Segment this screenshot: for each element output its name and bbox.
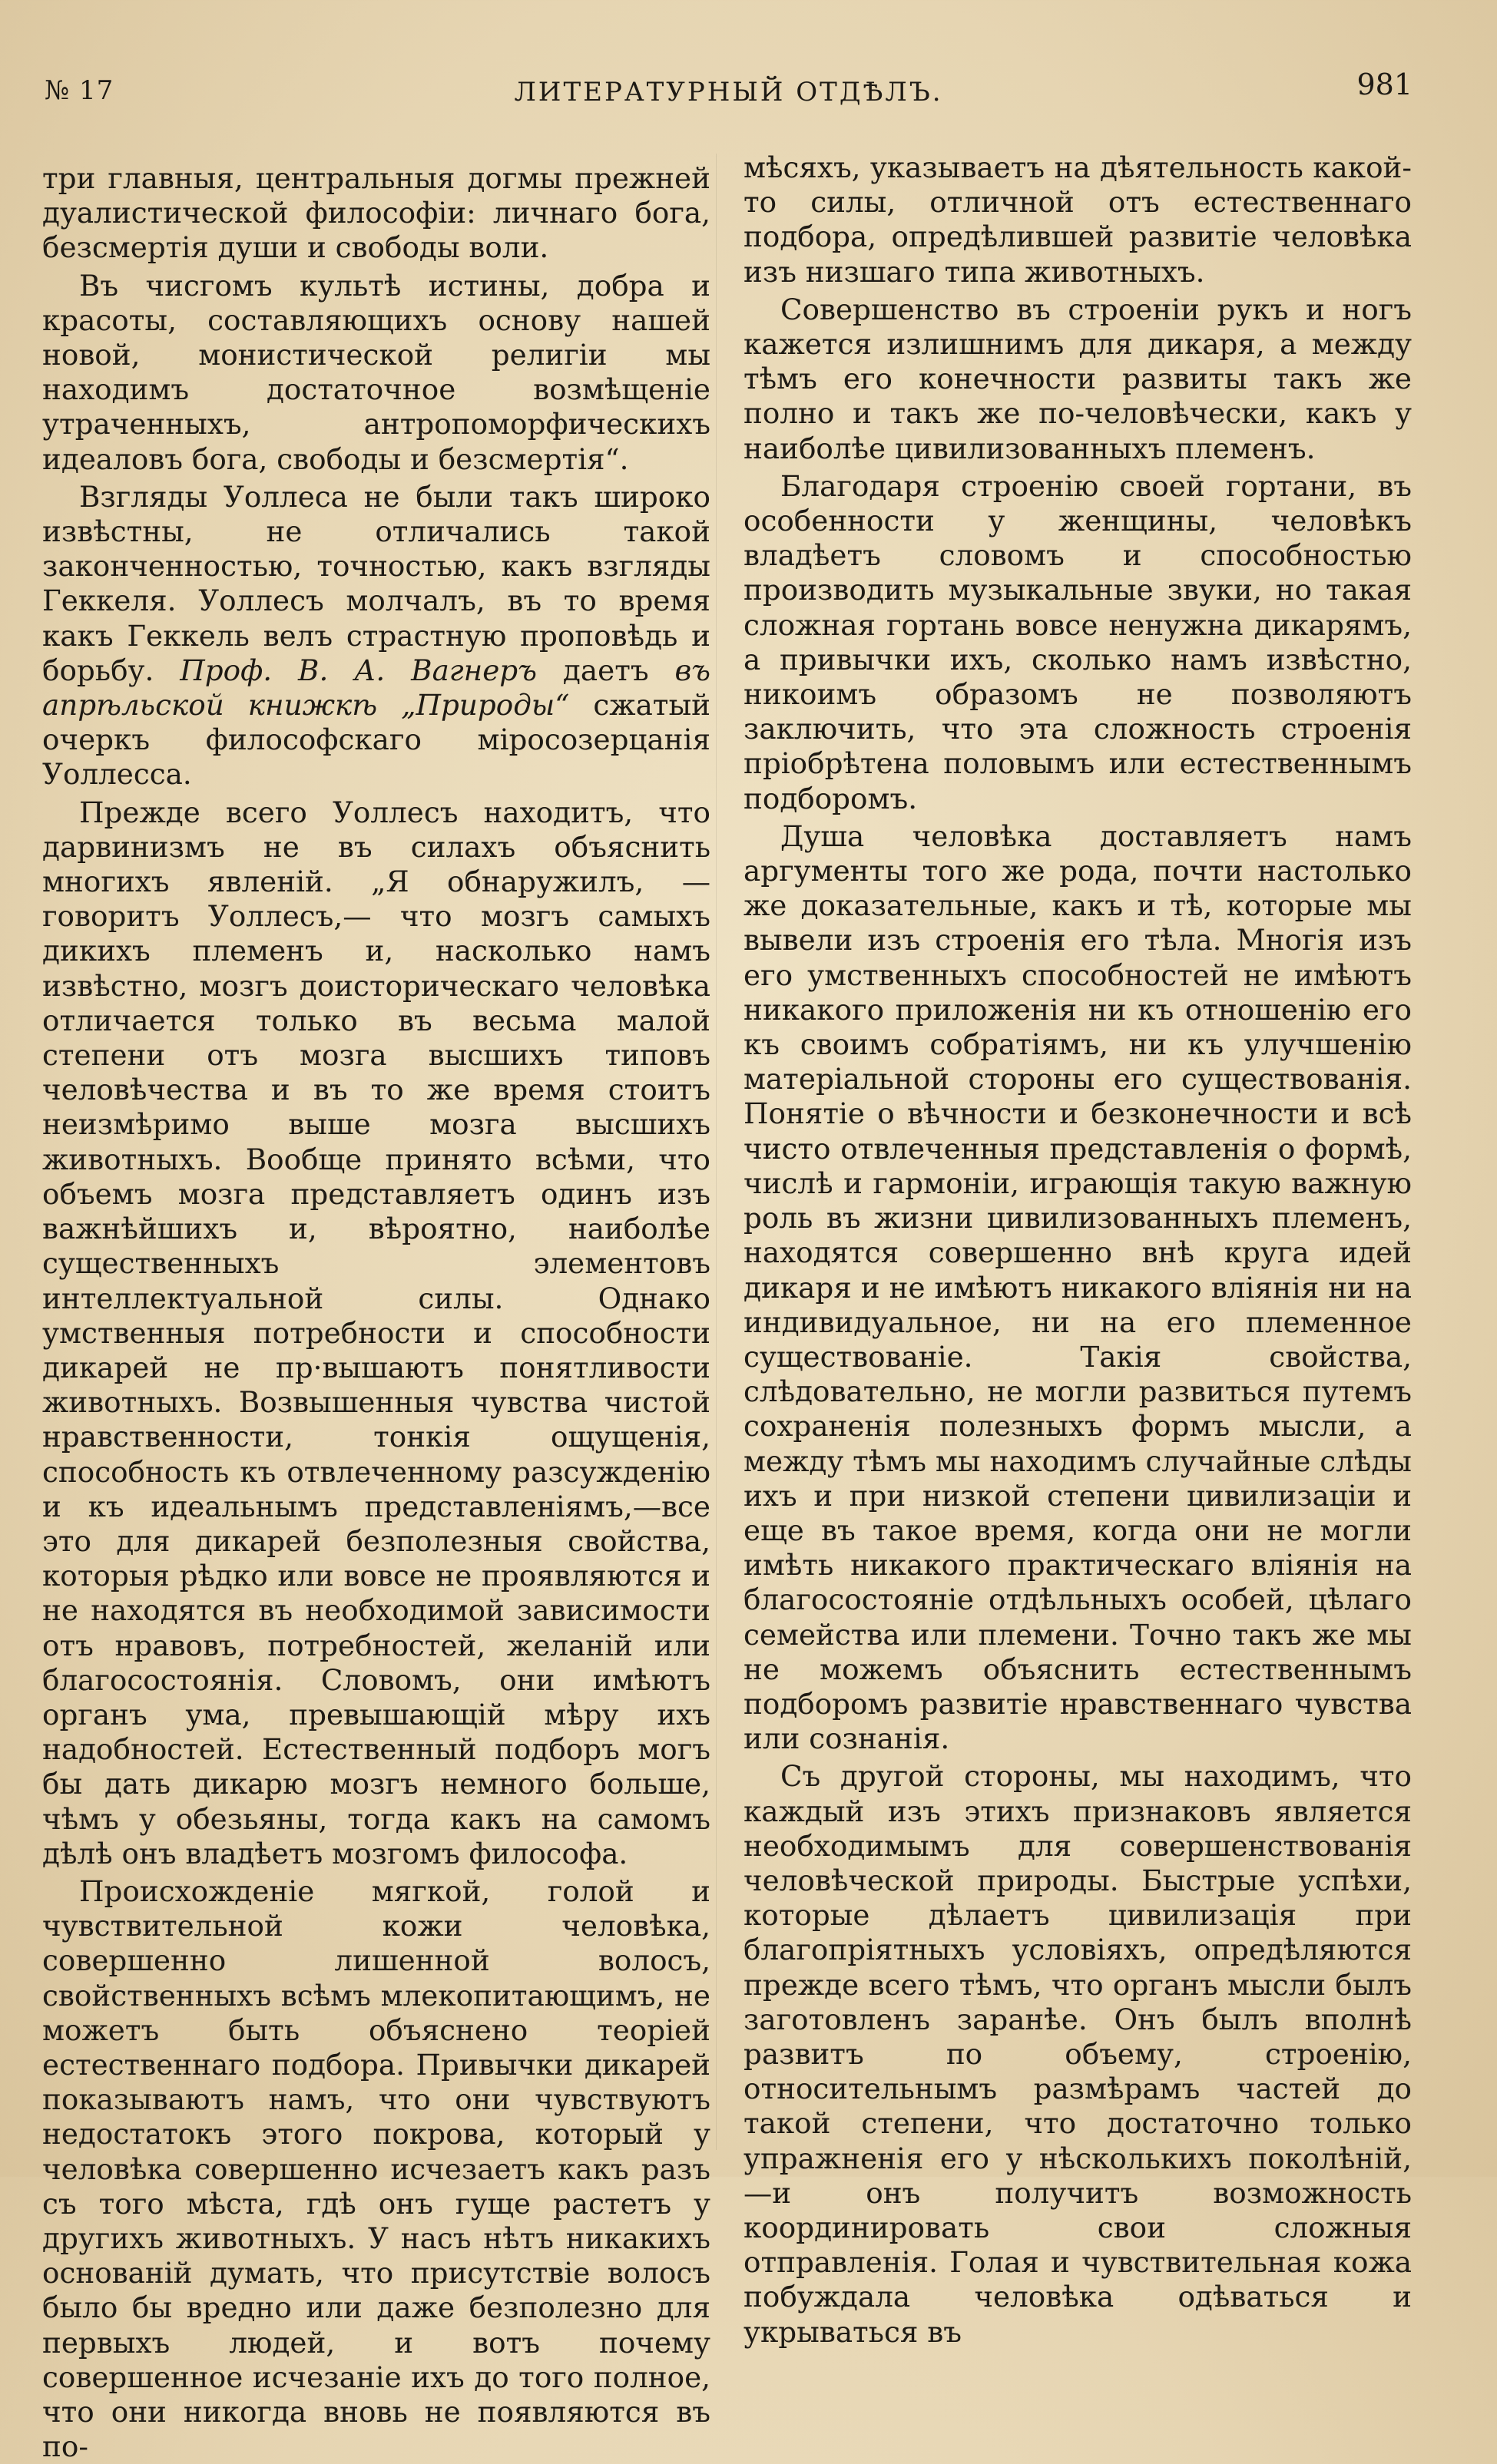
paragraph: Душа человѣка доставляетъ намъ аргументы того же рода, почти настолько же доказательные, какъ и тѣ, которые мы вывели изъ строенія его тѣла. Многія изъ его умственныхъ способностей не имѣютъ никакого приложенія ни къ отношенію его къ своимъ собратіямъ, ни къ улучшенію матеріальной стороны его существованія. Понятіе о вѣчности и безконечности и всѣ чисто отвлеченныя представленія о формѣ, числѣ и гармоніи, играющія такую важную роль въ жизни цивилизованныхъ племенъ, находятся совершенно внѣ круга идей дикаря и не имѣютъ никакого вліянія ни на индивидуальное, ни на его племенное существованіе. Такія свойства, слѣдовательно, не могли развиться путемъ сохраненія полезныхъ формъ мысли, а между тѣмъ мы находимъ случайные слѣды ихъ и при низкой степени цивилизаціи и еще въ такое время, когда они не могли имѣть никакого практическаго вліянія на благосостояніе отдѣльныхъ особей, цѣлаго семейства или племени. Точно такъ же мы не можемъ объяснить естественнымъ подборомъ развитіе нравственнаго чувства или сознанія. bbox=[744, 819, 1412, 1756]
paragraph: Происхожденіе мягкой, голой и чувствительной кожи человѣка, совершенно лишенной волосъ, свойственныхъ всѣмъ млекопитающимъ, не можетъ быть объяснено теоріей естественнаго подбора. Привычки дикарей показываютъ намъ, что они чувствуютъ недостатокъ этого покрова, который у человѣка совершенно исчезаетъ какъ разъ съ того мѣста, гдѣ онъ гуще растетъ у другихъ животныхъ. У насъ нѣтъ никакихъ основаній думать, что присутствіе волосъ было бы вредно или даже безполезно для первыхъ людей, и вотъ почему совершенное исчезаніе ихъ до того полное, что они никогда вновь не появляются въ по- bbox=[42, 1874, 710, 2464]
paragraph: Благодаря строенію своей гортани, въ особенности у женщины, человѣкъ владѣетъ словомъ и способностью производить музыкальные звуки, но такая сложная гортань вовсе ненужна дикарямъ, а привычки ихъ, сколько намъ извѣстно, никоимъ образомъ не позволяютъ заключить, что эта сложность строенія пріобрѣтена половымъ или естественнымъ подборомъ. bbox=[744, 468, 1412, 815]
column-divider bbox=[716, 154, 717, 2150]
paragraph bbox=[42, 480, 710, 792]
left-column bbox=[42, 161, 711, 2464]
page-number: 981 bbox=[1356, 68, 1413, 101]
paragraph-text: Взгляды Уоллеса не были такъ широко извѣстны, не отличались такой законченностью, точностью, какъ взгляды Геккеля. Уоллесъ молчалъ, въ то время какъ Геккель велъ страстную проповѣдь и борьбу. bbox=[42, 479, 710, 687]
journal-reference: въ апрѣльской книжкѣ „Природы“ bbox=[42, 653, 711, 723]
paragraph: Прежде всего Уоллесъ находитъ, что дарвинизмъ не въ силахъ объяснить многихъ явленій. „Я обнаружилъ, —говоритъ Уоллесъ,— что мозгъ самыхъ дикихъ племенъ и, насколько намъ извѣстно, мозгъ доисторическаго человѣка отличается только въ весьма малой степени отъ мозга высшихъ типовъ человѣчества и въ то же время стоитъ неизмѣримо выше мозга высшихъ животныхъ. Вообще принято всѣми, что объемъ мозга представляетъ одинъ изъ важнѣйшихъ и, вѣроятно, наиболѣе существенныхъ элементовъ интеллектуальной силы. Однако умственныя потребности и способности дикарей не пр·вышаютъ понятливости животныхъ. Возвышенныя чувства чистой нравственности, тонкія ощущенія, способность къ отвлеченному разсужденію и къ идеальнымъ представленіямъ,—все это для дикарей безполезныя свойства, которыя рѣдко или вовсе не проявляются и не находятся въ необходимой зависимости отъ нравовъ, потребностей, желаній или благосостоянія. Словомъ, они имѣютъ органъ ума, превышающій мѣру ихъ надобностей. Естественный подборъ могъ бы дать дикарю мозгъ немного больше, чѣмъ у обезьяны, тогда какъ на самомъ дѣлѣ онъ владѣетъ мозгомъ философа. bbox=[42, 795, 710, 1870]
issue-number: № 17 bbox=[45, 75, 114, 106]
right-column bbox=[744, 150, 1412, 2349]
paragraph: Совершенство въ строеніи рукъ и ногъ кажется излишнимъ для дикаря, а между тѣмъ его конечности развиты такъ же полно и такъ же по-человѣчески, какъ у наиболѣе цивилизованныхъ племенъ. bbox=[744, 292, 1412, 465]
author-name: Проф. В. А. Вагнеръ bbox=[180, 653, 538, 687]
page-header bbox=[45, 68, 1413, 114]
section-title: ЛИТЕРАТУРНЫЙ ОТДѢЛЪ. bbox=[514, 77, 943, 107]
paragraph: три главныя, центральныя догмы прежней дуалистической философіи: личнаго бога, безсмертія души и свободы воли. bbox=[42, 161, 710, 265]
paragraph-text: сжатый очеркъ философскаго міросозерцанія Уоллесса. bbox=[42, 688, 710, 792]
paragraph: мѣсяхъ, указываетъ на дѣятельность какой-то силы, отличной отъ естественнаго подбора, опредѣлившей развитіе человѣка изъ низшаго типа животныхъ. bbox=[744, 150, 1412, 289]
paragraph-text: даетъ bbox=[562, 653, 649, 687]
paragraph: Съ другой стороны, мы находимъ, что каждый изъ этихъ признаковъ является необходимымъ для совершенствованія человѣческой природы. Быстрые успѣхи, которые дѣлаетъ цивилизація при благопріятныхъ условіяхъ, опредѣляются прежде всего тѣмъ, что органъ мысли былъ заготовленъ заранѣе. Онъ былъ вполнѣ развитъ по объему, строенію, относительнымъ размѣрамъ частей до такой степени, что достаточно только упражненія его у нѣсколькихъ поколѣній, —и онъ получитъ возможность координировать свои сложныя отправленія. Голая и чувствительная кожа побуждала человѣка одѣваться и укрываться въ bbox=[744, 1759, 1412, 2349]
paragraph: Въ чисгомъ культѣ истины, добра и красоты, составляющихъ основу нашей новой, монистической религіи мы находимъ достаточное возмѣщеніе утраченныхъ, антропоморфическихъ идеаловъ бога, свободы и безсмертія“. bbox=[42, 268, 710, 476]
